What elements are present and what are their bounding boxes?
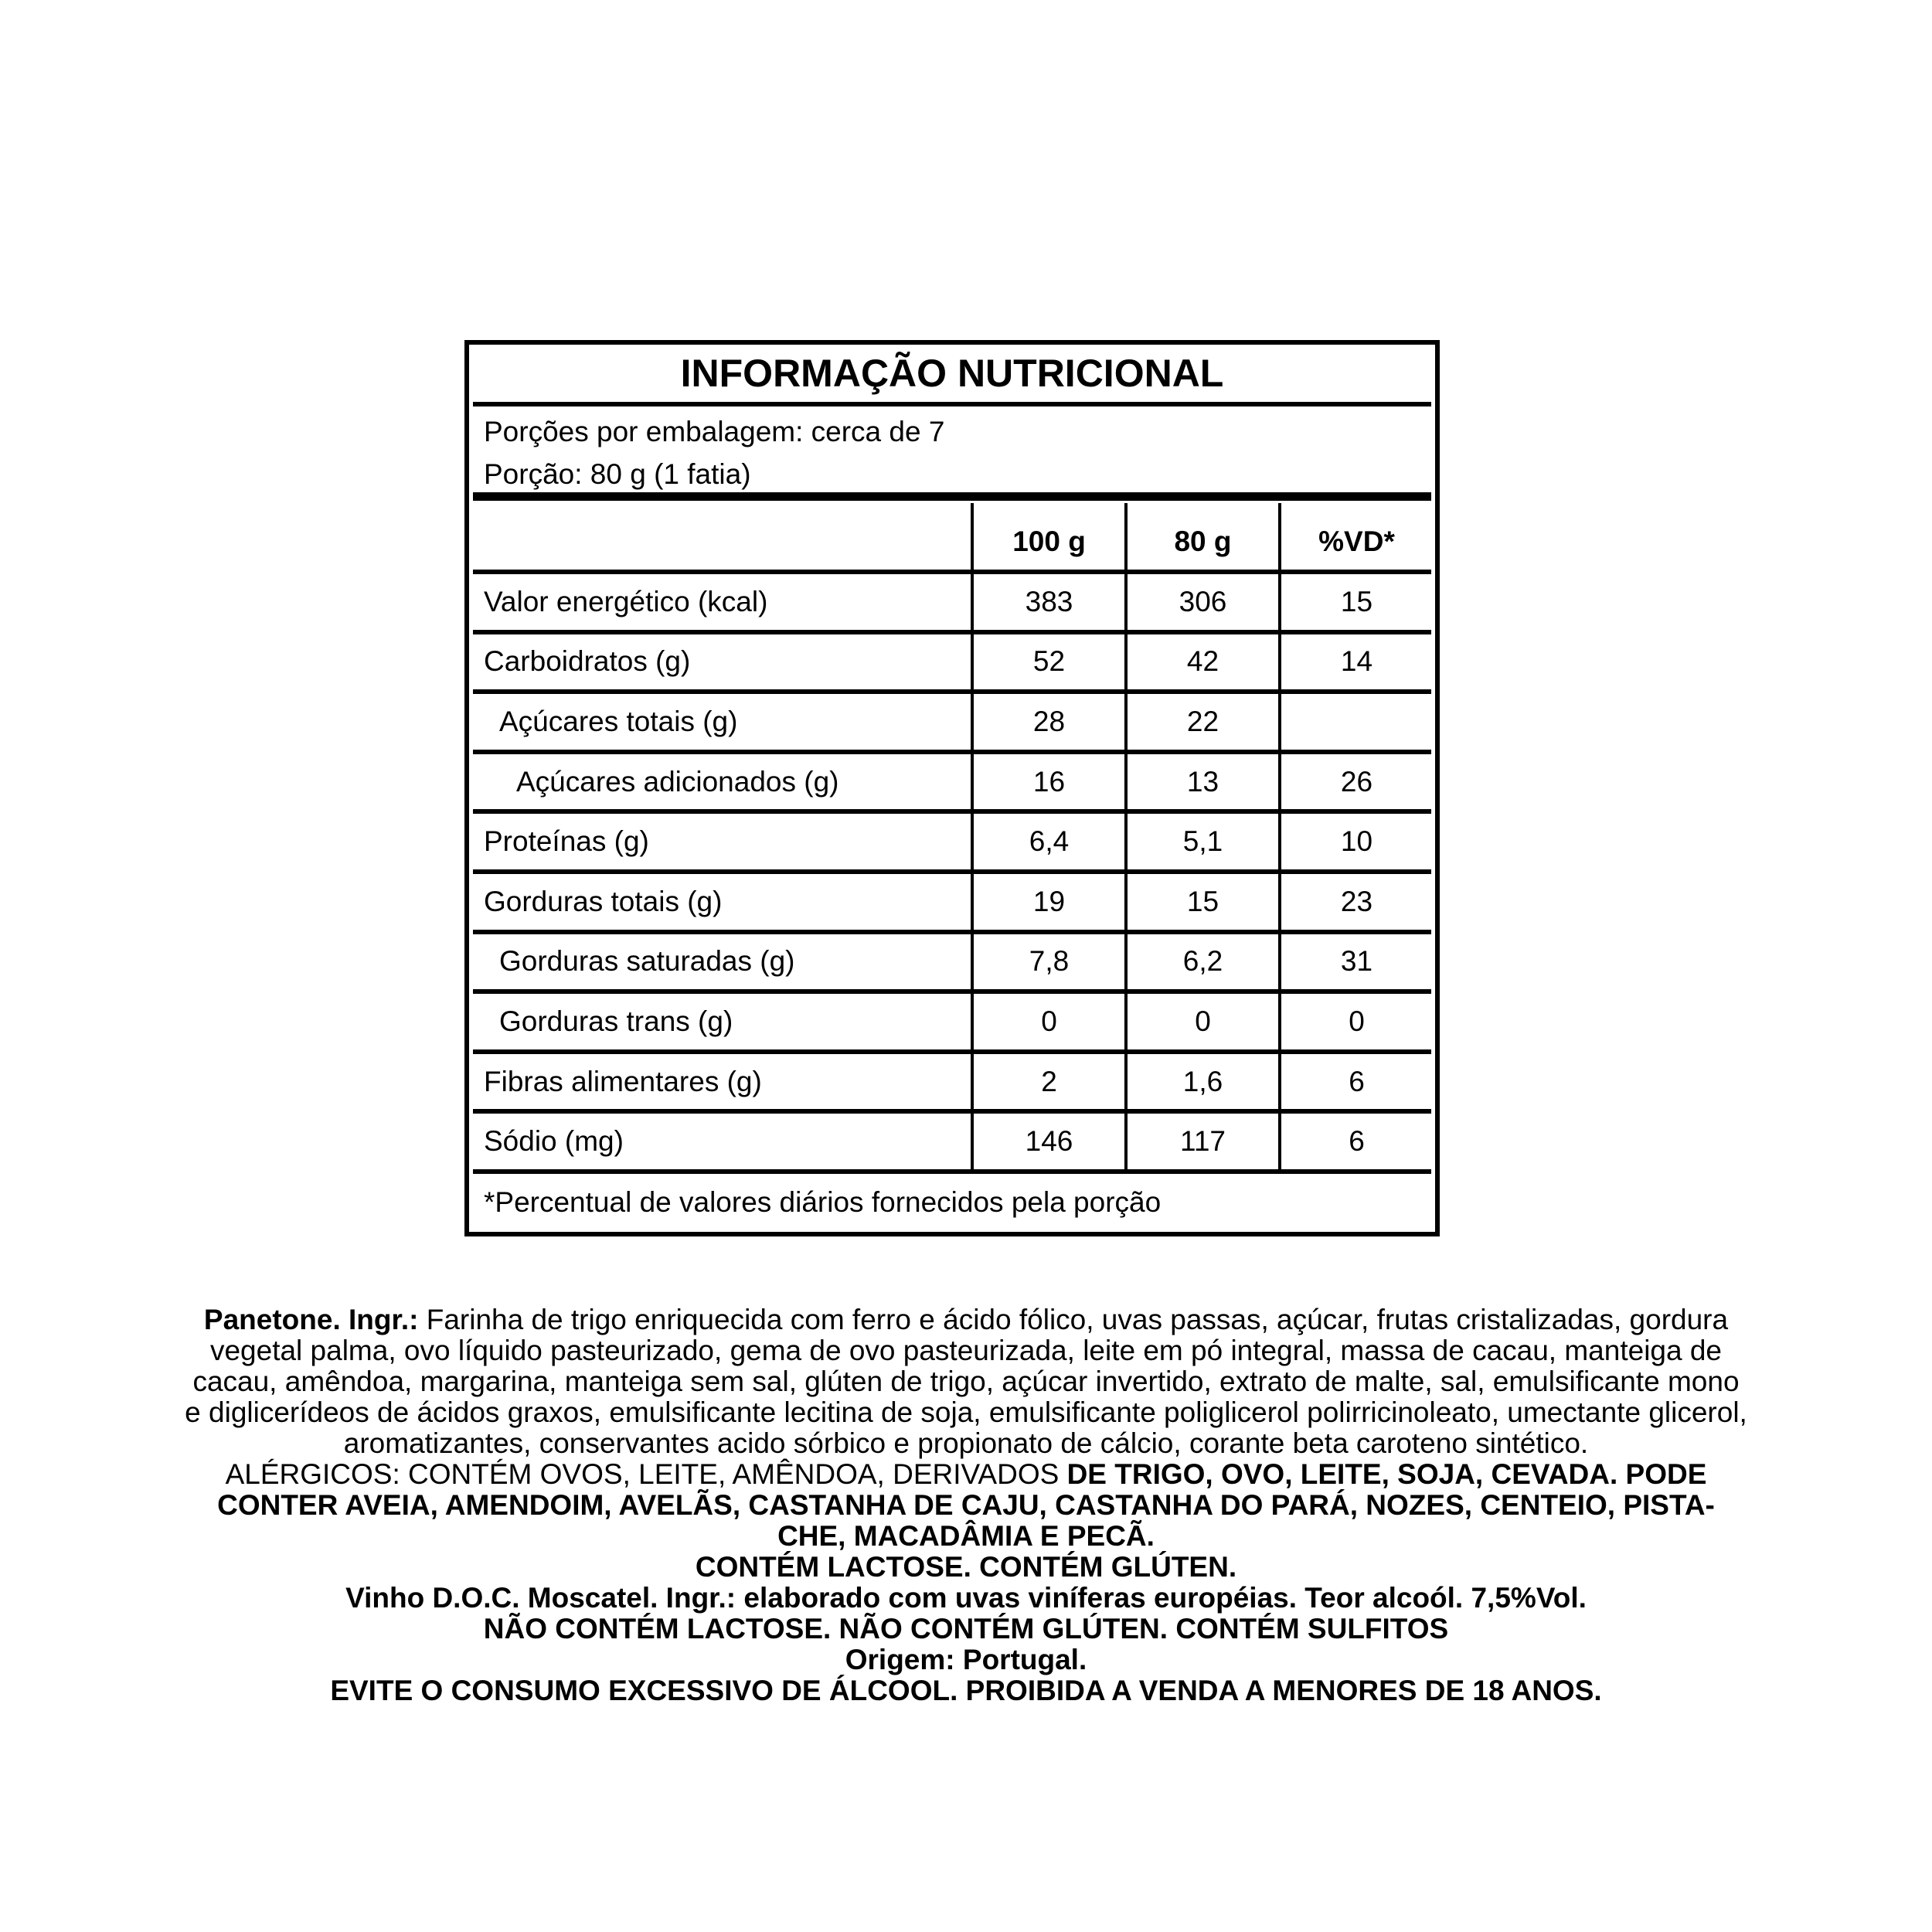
nutrient-label: Proteínas (g): [484, 825, 649, 858]
nutrient-label: Açúcares adicionados (g): [516, 765, 839, 798]
ingredients-text: Farinha de trigo enriquecida com ferro e ácido fólico, uvas passas, açúcar, frutas cristalizadas, gordura: [418, 1304, 1729, 1335]
allergens-text: ALÉRGICOS: CONTÉM OVOS, LEITE, AMÊNDOA, DERIVADOS: [225, 1458, 1060, 1490]
allergens-line: CONTER AVEIA, AMENDOIM, AVELÃS, CASTANHA DE CAJU, CASTANHA DO PARÁ, NOZES, CENTEIO, PISTA-: [217, 1489, 1715, 1521]
alcohol-warning: EVITE O CONSUMO EXCESSIVO DE ÁLCOOL. PROIBIDA A VENDA A MENORES DE 18 ANOS.: [330, 1675, 1602, 1706]
nutrient-value-per100: 2: [1041, 1065, 1057, 1097]
wine-ingredients: Vinho D.O.C. Moscatel. Ingr.: elaborado com uvas viníferas européias. Teor alcoól. 7,5%Vol.: [345, 1582, 1587, 1614]
nutrient-value-vd: 6: [1349, 1065, 1365, 1097]
column-divider: [1124, 503, 1128, 1169]
column-header: 80 g: [1174, 525, 1232, 557]
nutrient-value-per100: 28: [1032, 705, 1066, 737]
panetone-ingredients-line: [116, 1304, 1816, 1335]
nutrient-value-perportion: 22: [1186, 705, 1219, 737]
nutrient-value-vd: [1281, 694, 1432, 750]
row-divider: [473, 1169, 1431, 1174]
nutrient-value-vd: 15: [1340, 585, 1373, 617]
servings-per-package: Porções por embalagem: cerca de 7: [484, 416, 945, 447]
nutrient-value-perportion: 13: [1186, 765, 1219, 798]
allergens-bold-text: DE TRIGO, OVO, LEITE, SOJA, CEVADA. PODE: [1059, 1458, 1707, 1490]
allergens-line: [116, 1459, 1816, 1490]
nutrient-label: Carboidratos (g): [484, 645, 691, 678]
nutrient-label: Gorduras saturadas (g): [499, 945, 795, 978]
allergens-line: CHE, MACADÂMIA E PECÃ.: [777, 1520, 1155, 1552]
column-header: %VD*: [1318, 525, 1395, 557]
panetone-label: Panetone. Ingr.:: [203, 1304, 419, 1335]
nutrient-label: Fibras alimentares (g): [484, 1065, 762, 1097]
nutrient-value-perportion: 15: [1186, 885, 1219, 917]
thick-divider: [473, 492, 1431, 501]
nutrient-value-perportion: 42: [1186, 645, 1219, 678]
ingredients-line: aromatizantes, conservantes acido sórbico e propionato de cálcio, corante beta caroteno sintético.: [343, 1427, 1589, 1459]
origin: Origem: Portugal.: [845, 1644, 1087, 1675]
nutrition-facts-table: [464, 340, 1440, 1236]
nutrient-value-perportion: 306: [1179, 585, 1227, 617]
ingredients-block: [116, 1304, 1816, 1706]
nutrition-title: INFORMAÇÃO NUTRICIONAL: [680, 352, 1224, 395]
divider: [473, 402, 1431, 406]
nutrient-value-per100: 7,8: [1029, 945, 1070, 978]
nutrient-value-vd: 14: [1340, 645, 1373, 678]
nutrient-value-perportion: 6,2: [1182, 945, 1223, 978]
nutrient-label: Gorduras trans (g): [499, 1005, 733, 1037]
nutrient-value-per100: 16: [1032, 765, 1066, 798]
nutrient-value-vd: 10: [1340, 825, 1373, 858]
nutrient-value-per100: 19: [1032, 885, 1066, 917]
ingredients-line: cacau, amêndoa, margarina, manteiga sem sal, glúten de trigo, açúcar invertido, extrato de malte, sal, emulsificante mono: [192, 1366, 1740, 1397]
nutrient-value-vd: 31: [1340, 945, 1373, 978]
column-header: 100 g: [1012, 525, 1086, 557]
nutrient-value-per100: 52: [1032, 645, 1066, 678]
nutrient-label: Açúcares totais (g): [499, 705, 738, 737]
nutrient-value-per100: 146: [1025, 1125, 1073, 1158]
ingredients-line: vegetal palma, ovo líquido pasteurizado, gema de ovo pasteurizada, leite em pó integral, massa de cacau, manteiga de: [209, 1335, 1723, 1366]
ingredients-line: e diglicerídeos de ácidos graxos, emulsificante lecitina de soja, emulsificante poliglicerol polirricinoleato, umectante glicerol,: [185, 1396, 1747, 1428]
nutrient-value-per100: 6,4: [1029, 825, 1070, 858]
nutrient-label: Sódio (mg): [484, 1125, 624, 1158]
nutrient-value-per100: 0: [1041, 1005, 1057, 1037]
nutrient-value-perportion: 5,1: [1182, 825, 1223, 858]
nutrient-label: Gorduras totais (g): [484, 885, 723, 917]
nutrient-value-vd: 26: [1340, 765, 1373, 798]
serving-size: Porção: 80 g (1 fatia): [484, 458, 751, 490]
nutrient-value-perportion: 1,6: [1182, 1065, 1223, 1097]
nutrient-value-perportion: 117: [1180, 1125, 1226, 1158]
lactose-gluten-notice: CONTÉM LACTOSE. CONTÉM GLÚTEN.: [695, 1551, 1237, 1583]
column-divider: [971, 503, 974, 1169]
daily-value-footnote: *Percentual de valores diários fornecidos pela porção: [484, 1186, 1162, 1218]
column-divider: [1278, 503, 1281, 1169]
nutrient-value-perportion: 0: [1195, 1005, 1211, 1037]
wine-allergens: NÃO CONTÉM LACTOSE. NÃO CONTÉM GLÚTEN. CONTÉM SULFITOS: [483, 1613, 1449, 1645]
nutrient-value-vd: 0: [1349, 1005, 1365, 1037]
nutrient-value-per100: 383: [1025, 585, 1073, 617]
nutrient-label: Valor energético (kcal): [484, 585, 768, 617]
nutrient-value-vd: 23: [1340, 885, 1373, 917]
nutrient-value-vd: 6: [1349, 1125, 1365, 1158]
